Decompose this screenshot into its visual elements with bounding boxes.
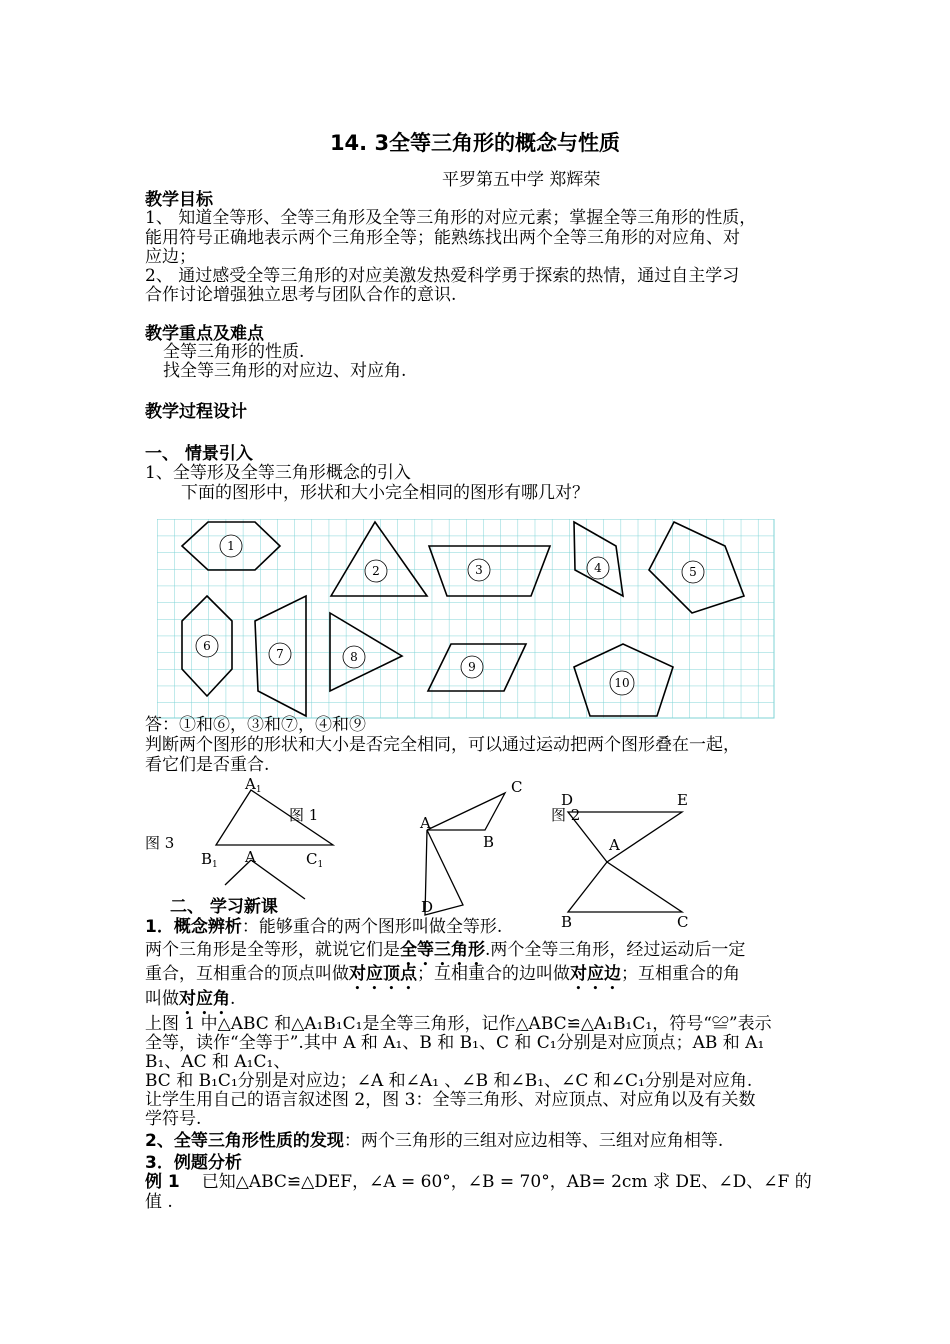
shape-label: 10 [614, 676, 630, 690]
goals-line: 2、 通过感受全等三角形的对应美激发热爱科学勇于探索的热情，通过自主学习 [145, 266, 740, 286]
figdesc-line: 全等，读作“全等于”.其中 A 和 A₁、B 和 B₁、C 和 C₁分别是对应顶点；AB 和 A₁ [145, 1033, 765, 1053]
shape-label: 8 [350, 650, 358, 664]
judge-line: 判断两个图形的形状和大小是否完全相同，可以通过运动把两个图形叠在一起， [145, 735, 740, 755]
keypoints-heading: 教学重点及难点 [145, 324, 264, 344]
text-run: . [230, 989, 236, 1009]
figure2-triangle-abc [427, 793, 505, 830]
judge-line: 看它们是否重合. [145, 755, 270, 775]
figure-caption: 图 2 [551, 806, 581, 824]
figure3-triangle-ade [568, 812, 682, 862]
shape-label: 2 [372, 564, 380, 578]
figdesc-line: B₁、AC 和 A₁C₁、 [145, 1052, 291, 1072]
vertex-label: B [561, 913, 573, 931]
term-corresponding-vertices: 对应顶点 [349, 964, 417, 984]
intro-heading: 一、 情景引入 [145, 444, 253, 464]
vertex-label: $C_1$ [306, 850, 324, 870]
vertex-label: E [677, 791, 688, 809]
intro-question: 下面的图形中，形状和大小完全相同的图形有哪几对？ [181, 483, 589, 503]
text-run: 两个三角形是全等形，就说它们是 [145, 940, 400, 960]
figdesc-line: 学符号. [145, 1109, 202, 1129]
vertex-label: C [511, 778, 523, 796]
text-run: .两个全等三角形，经过运动后一定 [485, 940, 746, 960]
keypoint-line: 全等三角形的性质. [163, 342, 305, 362]
goals-line: 合作讨论增强独立思考与团队合作的意识. [145, 285, 457, 305]
goals-heading: 教学目标 [145, 190, 213, 210]
example-line [145, 1172, 812, 1192]
figdesc-line: BC 和 B₁C₁分别是对应边；∠A 和∠A₁ 、∠B 和∠B₁、∠C 和∠C₁分别是对应角. [145, 1071, 753, 1091]
example-heading: 3．例题分析 [145, 1153, 242, 1173]
vertex-label: D [421, 898, 434, 916]
process-heading: 教学过程设计 [145, 402, 247, 422]
shape-label: 1 [227, 539, 235, 553]
figdesc-line: 让学生用自己的语言叙述图 2，图 3：全等三角形、对应顶点、对应角以及有关数 [145, 1090, 756, 1110]
figure-caption: 图 1 [289, 806, 319, 824]
vertex-label: $A_1$ [245, 775, 262, 795]
example-label: 例 1 [145, 1172, 180, 1192]
vertex-label: A [609, 836, 620, 854]
term-congruent-triangles: 全等三角形 [400, 940, 485, 960]
text-run: 叫做 [145, 989, 179, 1009]
concept-head: 概念辨析 [173, 917, 242, 937]
vertex-label: A [245, 848, 256, 866]
figure3-triangle-abc [568, 862, 682, 912]
intro-sub: 1、全等形及全等三角形概念的引入 [145, 463, 411, 483]
author: 平罗第五中学 郑辉荣 [442, 170, 601, 190]
vertex-label: $B_1$ [201, 850, 218, 870]
term-corresponding-angles: 对应角 [179, 989, 230, 1009]
text-run: ；互相重合的角 [621, 964, 740, 984]
concept-num: 1． [145, 917, 174, 937]
concept-text: ：能够重合的两个图形叫做全等形. [241, 917, 503, 937]
example-line: 值 . [145, 1192, 173, 1212]
shape-label: 5 [689, 565, 697, 579]
vertex-label: D [561, 791, 574, 809]
shape-label: 3 [475, 563, 483, 577]
grid-background [157, 519, 774, 718]
shape-label: 4 [594, 561, 602, 575]
shapes-grid-figure [157, 519, 775, 719]
goals-line: 能用符号正确地表示两个三角形全等；能熟练找出两个全等三角形的对应角、对 [145, 228, 740, 248]
vertex-label: A [420, 814, 431, 832]
page-title: 14. 3全等三角形的概念与性质 [329, 131, 621, 155]
concept-line [145, 917, 502, 937]
example-text: 已知△ABC≌△DEF，∠A = 60°，∠B = 70°，AB= 2cm 求 DE、∠D、∠F 的 [201, 1172, 812, 1192]
vertex-label: B [483, 833, 495, 851]
section2-heading: 二、 学习新课 [170, 897, 278, 917]
keypoint-line: 找全等三角形的对应边、对应角. [163, 361, 407, 381]
vertex-label: C [677, 913, 689, 931]
figure-caption: 图 3 [145, 834, 175, 852]
goals-line: 应边； [145, 247, 196, 267]
goals-line: 1、 知道全等形、全等三角形及全等三角形的对应元素；掌握全等三角形的性质， [145, 208, 757, 228]
property-line [145, 1131, 723, 1151]
shape-label: 9 [468, 660, 476, 674]
property-head: 2、全等三角形性质的发现 [145, 1131, 344, 1151]
answer-text: 答：①和⑥，③和⑦，④和⑨ [145, 715, 366, 735]
text-run: 重合，互相重合的顶点叫做 [145, 964, 349, 984]
property-text: ：两个三角形的三组对应边相等、三组对应角相等. [343, 1131, 724, 1151]
figure1-triangle-abc-edge [251, 860, 305, 899]
term-corresponding-sides: 对应边 [570, 964, 621, 984]
text-run: ；互相重合的边叫做 [417, 964, 570, 984]
shape-label: 6 [203, 639, 211, 653]
figdesc-line: 上图 1 中△ABC 和△A₁B₁C₁是全等三角形，记作△ABC≌△A₁B₁C₁，符号“≌”表示 [145, 1014, 772, 1034]
shape-label: 7 [276, 647, 284, 661]
